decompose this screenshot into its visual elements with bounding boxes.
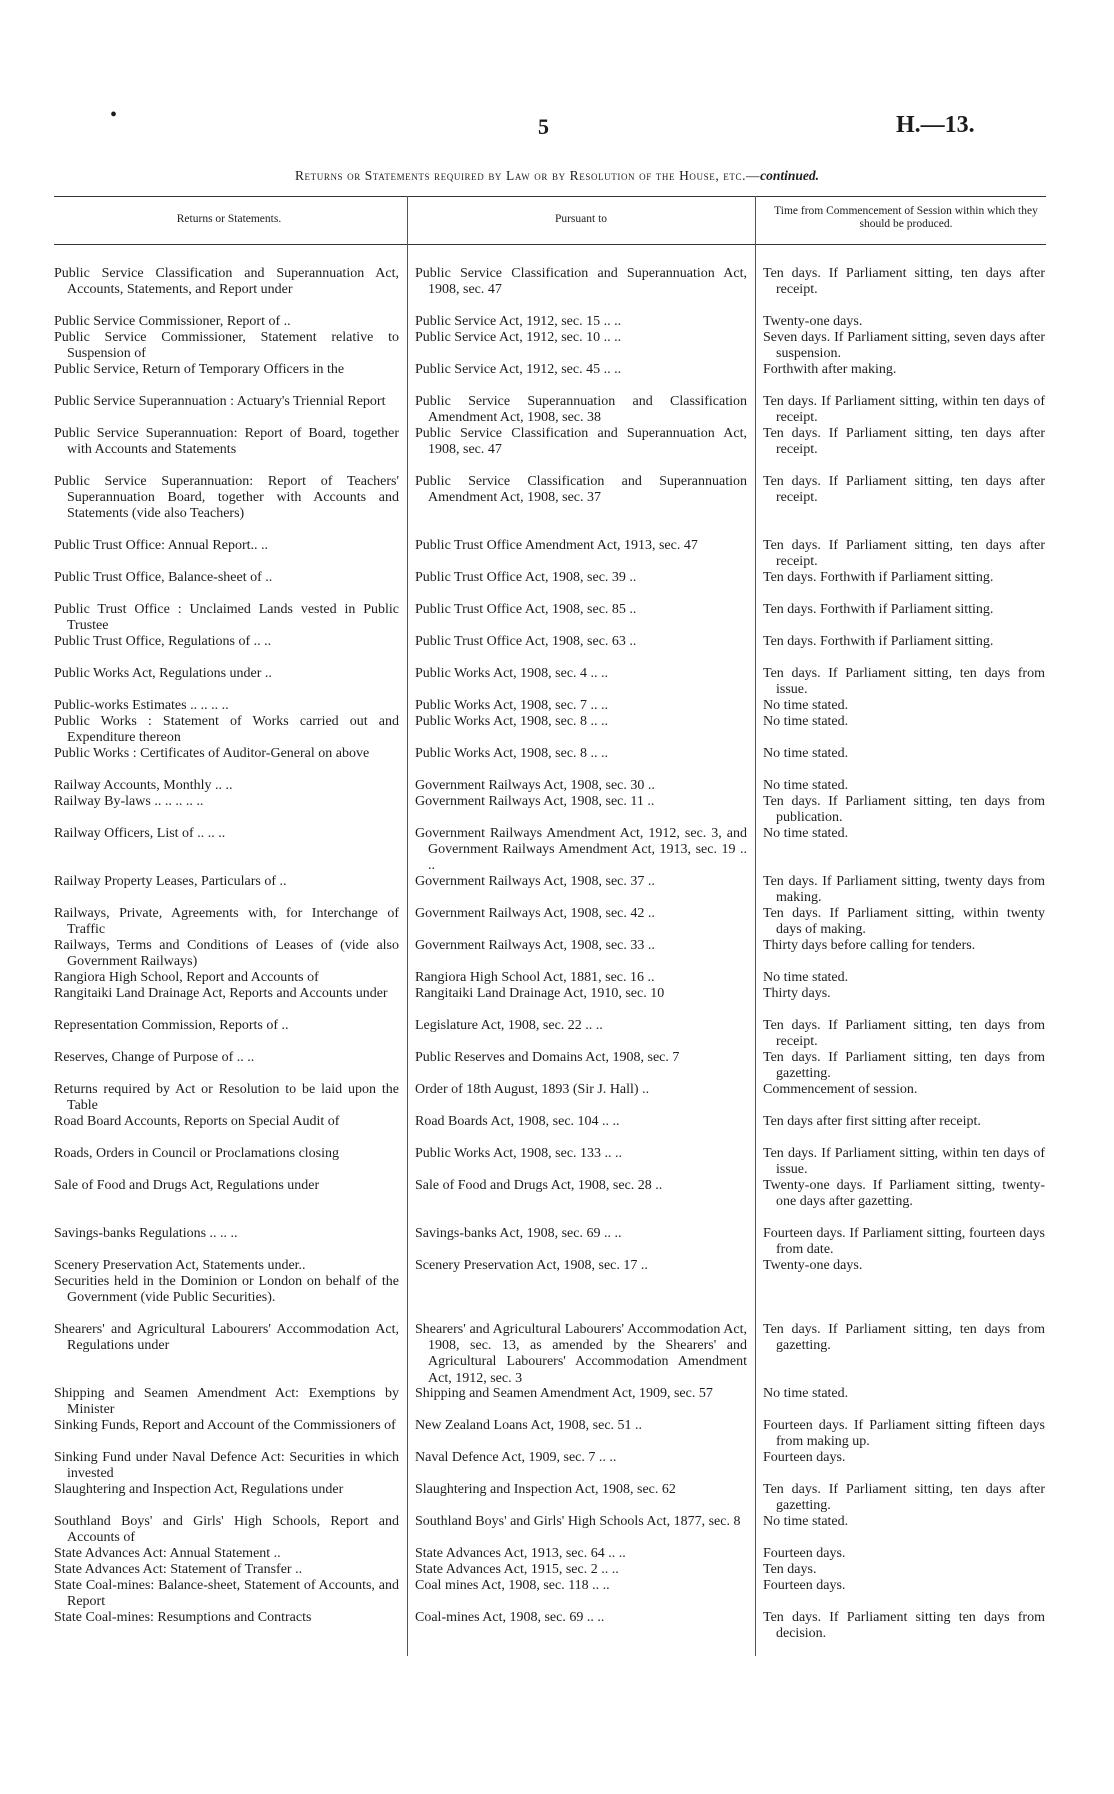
returns-cell (54, 1578, 399, 1610)
returns-cell-text: Securities held in the Dominion or London on behalf of the Government (vide Public Securities). (54, 1274, 399, 1306)
pursuant-cell (415, 794, 747, 810)
time-cell-text: Thirty days before calling for tenders. (763, 938, 976, 953)
returns-cell (54, 1274, 399, 1306)
time-cell-text: Ten days. If Parliament sitting, ten days from publication. (763, 794, 1045, 826)
returns-cell (54, 1226, 399, 1242)
time-cell-text: Ten days. If Parliament sitting ten days from decision. (763, 1610, 1045, 1642)
pursuant-cell (415, 634, 747, 650)
returns-cell (54, 1322, 399, 1354)
column-header-returns: Returns or Statements. (176, 213, 282, 225)
returns-cell (54, 314, 399, 330)
time-cell-text: Ten days. (763, 1562, 817, 1577)
time-cell-text: Ten days. If Parliament sitting, ten days after receipt. (763, 538, 1045, 570)
returns-cell-text: State Advances Act: Statement of Transfer .. (54, 1562, 303, 1577)
pursuant-cell (415, 1082, 747, 1098)
pursuant-cell-text: Public Service Superannuation and Classification Amendment Act, 1908, sec. 38 (415, 394, 747, 426)
time-cell-text: Ten days. Forthwith if Parliament sitting. (763, 602, 994, 617)
column-divider-1 (407, 196, 408, 1656)
time-cell-text: Ten days. If Parliament sitting, within ten days of issue. (763, 1146, 1045, 1178)
returns-cell (54, 362, 399, 378)
pursuant-cell (415, 474, 747, 506)
time-cell-text: Twenty-one days. If Parliament sitting, twenty-one days after gazetting. (763, 1178, 1045, 1210)
returns-cell (54, 778, 399, 794)
returns-cell-text: Sale of Food and Drugs Act, Regulations under (54, 1178, 320, 1193)
returns-cell (54, 330, 399, 362)
pursuant-cell-text: Public Service Act, 1912, sec. 15 .. .. (415, 314, 622, 329)
returns-cell (54, 986, 399, 1002)
pursuant-cell (415, 906, 747, 922)
returns-cell (54, 1418, 399, 1434)
pursuant-cell (415, 986, 747, 1002)
returns-cell-text: Public Service Superannuation: Report of Teachers' Superannuation Board, together with Accounts and Statements (vide also Teachers) (54, 474, 399, 522)
time-cell (763, 778, 1045, 794)
time-cell (763, 1146, 1045, 1178)
time-cell-text: No time stated. (763, 746, 849, 761)
time-cell-text: Fourteen days. If Parliament sitting, fourteen days from date. (763, 1226, 1045, 1258)
pursuant-cell-text: Public Service Classification and Superannuation Act, 1908, sec. 47 (415, 426, 747, 458)
returns-cell (54, 426, 399, 458)
time-cell (763, 1418, 1045, 1450)
pursuant-cell (415, 1514, 747, 1530)
returns-cell-text: Road Board Accounts, Reports on Special Audit of (54, 1114, 340, 1129)
returns-cell (54, 714, 399, 746)
pursuant-cell-text: State Advances Act, 1915, sec. 2 .. .. (415, 1562, 619, 1577)
time-cell-text: Ten days. If Parliament sitting, ten days from gazetting. (763, 1050, 1045, 1082)
returns-cell (54, 1258, 399, 1274)
returns-cell-text: Public Service Commissioner, Report of .. (54, 314, 291, 329)
returns-cell (54, 394, 399, 410)
pursuant-cell (415, 938, 747, 954)
pursuant-cell (415, 570, 747, 586)
time-cell-text: Ten days. If Parliament sitting, twenty days from making. (763, 874, 1045, 906)
title-main: Returns or Statements required by Law or by Resolution of the House, etc.— (294, 168, 761, 183)
pursuant-cell-text: Legislature Act, 1908, sec. 22 .. .. (415, 1018, 603, 1033)
time-cell (763, 1322, 1045, 1354)
pursuant-cell-text: Public Works Act, 1908, sec. 8 .. .. (415, 746, 609, 761)
returns-cell-text: Public Works : Statement of Works carried out and Expenditure thereon (54, 714, 399, 746)
pursuant-cell-text: Public Service Act, 1912, sec. 45 .. .. (415, 362, 622, 377)
pursuant-cell-text: Public Service Classification and Superannuation Amendment Act, 1908, sec. 37 (415, 474, 747, 506)
time-cell (763, 938, 1045, 954)
time-cell-text: No time stated. (763, 826, 849, 841)
returns-cell (54, 266, 399, 298)
pursuant-cell-text: Government Railways Act, 1908, sec. 11 .. (415, 794, 655, 809)
returns-cell-text: Savings-banks Regulations .. .. .. (54, 1226, 238, 1241)
column-header-time: Time from Commencement of Session within which they should be produced. (774, 205, 1038, 230)
time-cell-text: Ten days. If Parliament sitting, ten days from gazetting. (763, 1322, 1045, 1354)
page-number: 5 (538, 114, 549, 139)
returns-cell (54, 602, 399, 634)
pursuant-cell-text: Public Trust Office Act, 1908, sec. 63 .. (415, 634, 637, 649)
time-cell (763, 634, 1045, 650)
time-cell-text: Ten days. If Parliament sitting, within ten days of receipt. (763, 394, 1045, 426)
returns-cell-text: Representation Commission, Reports of .. (54, 1018, 289, 1033)
time-cell-text: No time stated. (763, 778, 849, 793)
returns-cell (54, 666, 399, 682)
pursuant-cell (415, 362, 747, 378)
returns-cell (54, 1450, 399, 1482)
time-cell (763, 474, 1045, 506)
time-cell-text: Commencement of session. (763, 1082, 918, 1097)
time-cell (763, 570, 1045, 586)
returns-cell-text: Railway Accounts, Monthly .. .. (54, 778, 233, 793)
pursuant-cell (415, 394, 747, 426)
pursuant-cell-text: Shipping and Seamen Amendment Act, 1909, sec. 57 (415, 1386, 713, 1401)
returns-cell (54, 1514, 399, 1546)
time-cell-text: Ten days. If Parliament sitting, ten days after receipt. (763, 474, 1045, 506)
returns-cell-text: Sinking Funds, Report and Account of the Commissioners of (54, 1418, 396, 1433)
pursuant-cell-text: Government Railways Act, 1908, sec. 42 .. (415, 906, 655, 921)
time-cell (763, 1258, 1045, 1274)
time-cell (763, 1562, 1045, 1578)
pursuant-cell (415, 426, 747, 458)
pursuant-cell-text: Public Trust Office Act, 1908, sec. 39 .. (415, 570, 637, 585)
time-cell-text: Seven days. If Parliament sitting, seven days after suspension. (763, 330, 1045, 362)
returns-cell-text: Public Service, Return of Temporary Officers in the (54, 362, 345, 377)
time-cell (763, 1546, 1045, 1562)
time-cell (763, 1386, 1045, 1402)
time-cell-text: Fourteen days. (763, 1450, 846, 1465)
returns-cell-text: Railway Officers, List of .. .. .. (54, 826, 226, 841)
pursuant-cell-text: Government Railways Act, 1908, sec. 37 .. (415, 874, 655, 889)
time-cell (763, 426, 1045, 458)
pursuant-cell (415, 1114, 747, 1130)
returns-cell (54, 1146, 399, 1162)
returns-cell-text: Returns required by Act or Resolution to be laid upon the Table (54, 1082, 399, 1114)
returns-cell-text: Railway By-laws .. .. .. .. .. (54, 794, 204, 809)
time-cell (763, 874, 1045, 906)
time-cell (763, 1226, 1045, 1258)
time-cell (763, 314, 1045, 330)
pursuant-cell-text: Rangitaiki Land Drainage Act, 1910, sec. 10 (415, 986, 665, 1001)
pursuant-cell-text: Road Boards Act, 1908, sec. 104 .. .. (415, 1114, 620, 1129)
time-cell-text: Fourteen days. (763, 1578, 846, 1593)
pursuant-cell (415, 1610, 747, 1626)
time-cell (763, 266, 1045, 298)
pursuant-cell (415, 1546, 747, 1562)
time-cell (763, 970, 1045, 986)
returns-cell (54, 1610, 399, 1626)
pursuant-cell-text: Public Service Classification and Superannuation Act, 1908, sec. 47 (415, 266, 747, 298)
time-cell-text: Thirty days. (763, 986, 831, 1001)
header-bottom-rule (54, 244, 1046, 245)
pursuant-cell (415, 1562, 747, 1578)
time-cell (763, 698, 1045, 714)
pursuant-cell-text: Public Works Act, 1908, sec. 8 .. .. (415, 714, 609, 729)
time-cell-text: No time stated. (763, 698, 849, 713)
pursuant-cell (415, 1386, 747, 1402)
time-cell (763, 986, 1045, 1002)
pursuant-cell-text: Savings-banks Act, 1908, sec. 69 .. .. (415, 1226, 622, 1241)
time-cell (763, 1514, 1045, 1530)
returns-cell (54, 570, 399, 586)
time-cell (763, 1578, 1045, 1594)
pursuant-cell (415, 1018, 747, 1034)
returns-cell-text: State Coal-mines: Balance-sheet, Statement of Accounts, and Report (54, 1578, 399, 1610)
pursuant-cell (415, 698, 747, 714)
time-cell (763, 362, 1045, 378)
pursuant-cell (415, 1578, 747, 1594)
time-cell-text: No time stated. (763, 1386, 849, 1401)
returns-cell-text: Public Service Superannuation: Report of Board, together with Accounts and Statements (54, 426, 399, 458)
column-header-pursuant: Pursuant to (554, 213, 608, 225)
time-cell (763, 906, 1045, 938)
returns-cell (54, 906, 399, 938)
pursuant-cell (415, 1178, 747, 1194)
pursuant-cell-text: Public Trust Office Amendment Act, 1913, sec. 47 (415, 538, 698, 553)
pursuant-cell (415, 874, 747, 890)
time-cell-text: Twenty-one days. (763, 314, 863, 329)
returns-cell-text: Sinking Fund under Naval Defence Act: Securities in which invested (54, 1450, 399, 1482)
pursuant-cell-text: State Advances Act, 1913, sec. 64 .. .. (415, 1546, 626, 1561)
pursuant-cell (415, 1258, 747, 1274)
returns-cell-text: Public Service Classification and Superannuation Act, Accounts, Statements, and Report under (54, 266, 399, 298)
returns-cell-text: Public Service Superannuation : Actuary's Triennial Report (54, 394, 386, 409)
returns-cell (54, 1546, 399, 1562)
time-cell (763, 794, 1045, 826)
pursuant-cell-text: Sale of Food and Drugs Act, 1908, sec. 28 .. (415, 1178, 663, 1193)
returns-cell-text: Scenery Preservation Act, Statements under.. (54, 1258, 306, 1273)
time-cell-text: Ten days. If Parliament sitting, within twenty days of making. (763, 906, 1045, 938)
pursuant-cell (415, 314, 747, 330)
pursuant-cell-text: Public Service Act, 1912, sec. 10 .. .. (415, 330, 622, 345)
time-cell-text: Fourteen days. If Parliament sitting fifteen days from making up. (763, 1418, 1045, 1450)
pursuant-cell (415, 266, 747, 298)
returns-cell-text: Public Trust Office : Unclaimed Lands vested in Public Trustee (54, 602, 399, 634)
time-cell-text: Ten days. Forthwith if Parliament sitting. (763, 570, 994, 585)
time-cell (763, 826, 1045, 842)
returns-cell (54, 1018, 399, 1034)
time-cell-text: Ten days. Forthwith if Parliament sitting. (763, 634, 994, 649)
returns-cell (54, 746, 399, 762)
title-continued: continued. (760, 168, 820, 183)
returns-cell (54, 1082, 399, 1114)
time-cell (763, 1050, 1045, 1082)
time-cell (763, 666, 1045, 698)
pursuant-cell (415, 666, 747, 682)
pursuant-cell-text: Coal mines Act, 1908, sec. 118 .. .. (415, 1578, 610, 1593)
returns-cell (54, 474, 399, 523)
returns-cell (54, 1386, 399, 1418)
pursuant-cell (415, 1322, 747, 1387)
time-cell (763, 538, 1045, 570)
pursuant-cell (415, 330, 747, 346)
returns-cell (54, 826, 399, 842)
time-cell (763, 1450, 1045, 1466)
pursuant-cell-text: Scenery Preservation Act, 1908, sec. 17 .. (415, 1258, 648, 1273)
returns-cell-text: Public Service Commissioner, Statement relative to Suspension of (54, 330, 399, 362)
pursuant-cell-text: Shearers' and Agricultural Labourers' Accommodation Act, 1908, sec. 13, as amended by the Shearers' and Agricultural Labourers' Accommodation Amendment Act, 1912, sec. 3 (415, 1322, 747, 1386)
time-cell-text: No time stated. (763, 714, 849, 729)
pursuant-cell-text: Southland Boys' and Girls' High Schools Act, 1877, sec. 8 (415, 1514, 741, 1529)
time-cell-text: Ten days. If Parliament sitting, ten days after receipt. (763, 426, 1045, 458)
pursuant-cell-text: Rangiora High School Act, 1881, sec. 16 .. (415, 970, 655, 985)
pursuant-cell (415, 1482, 747, 1498)
returns-cell-text: Rangitaiki Land Drainage Act, Reports and Accounts under (54, 986, 388, 1001)
document-reference: H.—13. (896, 112, 975, 138)
returns-cell (54, 538, 399, 554)
returns-cell-text: Railways, Terms and Conditions of Leases of (vide also Government Railways) (54, 938, 399, 970)
returns-cell (54, 698, 399, 714)
returns-cell-text: Public Trust Office, Regulations of .. .. (54, 634, 272, 649)
time-cell (763, 1082, 1045, 1098)
returns-cell (54, 1114, 399, 1130)
returns-cell-text: Public Works : Certificates of Auditor-General on above (54, 746, 370, 761)
returns-cell (54, 1482, 399, 1498)
pursuant-cell-text: Government Railways Amendment Act, 1912, sec. 3, and Government Railways Amendment Act, 1913, sec. 19 .. .. (415, 826, 747, 874)
pursuant-cell (415, 538, 747, 554)
returns-cell (54, 1050, 399, 1066)
returns-cell (54, 634, 399, 650)
time-cell-text: Ten days. If Parliament sitting, ten days after gazetting. (763, 1482, 1045, 1514)
returns-cell-text: Public Trust Office, Balance-sheet of .. (54, 570, 273, 585)
pursuant-cell-text: New Zealand Loans Act, 1908, sec. 51 .. (415, 1418, 643, 1433)
time-cell (763, 1482, 1045, 1514)
pursuant-cell-text: Slaughtering and Inspection Act, 1908, sec. 62 (415, 1482, 676, 1497)
pursuant-cell (415, 1418, 747, 1434)
returns-cell-text: Shipping and Seamen Amendment Act: Exemptions by Minister (54, 1386, 399, 1418)
pursuant-cell (415, 1050, 747, 1066)
pursuant-cell-text: Public Works Act, 1908, sec. 7 .. .. (415, 698, 609, 713)
pursuant-cell (415, 778, 747, 794)
time-cell-text: Forthwith after making. (763, 362, 897, 377)
pursuant-cell (415, 714, 747, 730)
pursuant-cell-text: Public Trust Office Act, 1908, sec. 85 .. (415, 602, 637, 617)
returns-cell-text: Shearers' and Agricultural Labourers' Accommodation Act, Regulations under (54, 1322, 399, 1354)
time-cell (763, 602, 1045, 618)
returns-cell (54, 874, 399, 890)
time-cell-text: No time stated. (763, 970, 849, 985)
pursuant-cell-text: Public Reserves and Domains Act, 1908, sec. 7 (415, 1050, 680, 1065)
pursuant-cell-text: Order of 18th August, 1893 (Sir J. Hall) .. (415, 1082, 650, 1097)
pursuant-cell-text: Public Works Act, 1908, sec. 133 .. .. (415, 1146, 623, 1161)
time-cell (763, 714, 1045, 730)
header-top-rule (54, 196, 1046, 197)
returns-cell (54, 1178, 399, 1194)
returns-cell-text: Reserves, Change of Purpose of .. .. (54, 1050, 255, 1065)
pursuant-cell (415, 602, 747, 618)
time-cell-text: Ten days after first sitting after receipt. (763, 1114, 981, 1129)
time-cell-text: No time stated. (763, 1514, 849, 1529)
time-cell (763, 1114, 1045, 1130)
page-title (0, 168, 1114, 184)
time-cell-text: Twenty-one days. (763, 1258, 863, 1273)
returns-cell-text: State Coal-mines: Resumptions and Contracts (54, 1610, 312, 1625)
returns-cell-text: Railways, Private, Agreements with, for Interchange of Traffic (54, 906, 399, 938)
returns-cell-text: Public Works Act, Regulations under .. (54, 666, 272, 681)
pursuant-cell-text: Coal-mines Act, 1908, sec. 69 .. .. (415, 1610, 605, 1625)
returns-cell-text: State Advances Act: Annual Statement .. (54, 1546, 281, 1561)
pursuant-cell (415, 826, 747, 875)
returns-cell (54, 938, 399, 970)
pursuant-cell (415, 970, 747, 986)
returns-cell-text: Slaughtering and Inspection Act, Regulations under (54, 1482, 344, 1497)
time-cell (763, 1610, 1045, 1642)
returns-cell-text: Roads, Orders in Council or Proclamations closing (54, 1146, 340, 1161)
time-cell (763, 746, 1045, 762)
time-cell (763, 394, 1045, 426)
pursuant-cell (415, 1226, 747, 1242)
pursuant-cell-text: Government Railways Act, 1908, sec. 33 .. (415, 938, 655, 953)
time-cell (763, 1178, 1045, 1210)
returns-cell-text: Public-works Estimates .. .. .. .. (54, 698, 229, 713)
time-cell (763, 330, 1045, 362)
pursuant-cell-text: Public Works Act, 1908, sec. 4 .. .. (415, 666, 609, 681)
column-divider-2 (755, 196, 756, 1656)
pursuant-cell-text: Naval Defence Act, 1909, sec. 7 .. .. (415, 1450, 617, 1465)
returns-cell-text: Public Trust Office: Annual Report.. .. (54, 538, 269, 553)
returns-cell (54, 1562, 399, 1578)
time-cell-text: Ten days. If Parliament sitting, ten days from issue. (763, 666, 1045, 698)
time-cell (763, 1018, 1045, 1050)
pursuant-cell-text: Government Railways Act, 1908, sec. 30 .. (415, 778, 655, 793)
time-cell-text: Fourteen days. (763, 1546, 846, 1561)
pursuant-cell (415, 746, 747, 762)
returns-cell (54, 794, 399, 810)
pursuant-cell (415, 1146, 747, 1162)
returns-cell-text: Railway Property Leases, Particulars of .. (54, 874, 287, 889)
pursuant-cell (415, 1450, 747, 1466)
time-cell-text: Ten days. If Parliament sitting, ten days after receipt. (763, 266, 1045, 298)
returns-cell-text: Rangiora High School, Report and Accounts of (54, 970, 319, 985)
page-mark: • (110, 104, 118, 126)
returns-cell-text: Southland Boys' and Girls' High Schools, Report and Accounts of (54, 1514, 399, 1546)
returns-cell (54, 970, 399, 986)
time-cell-text: Ten days. If Parliament sitting, ten days from receipt. (763, 1018, 1045, 1050)
